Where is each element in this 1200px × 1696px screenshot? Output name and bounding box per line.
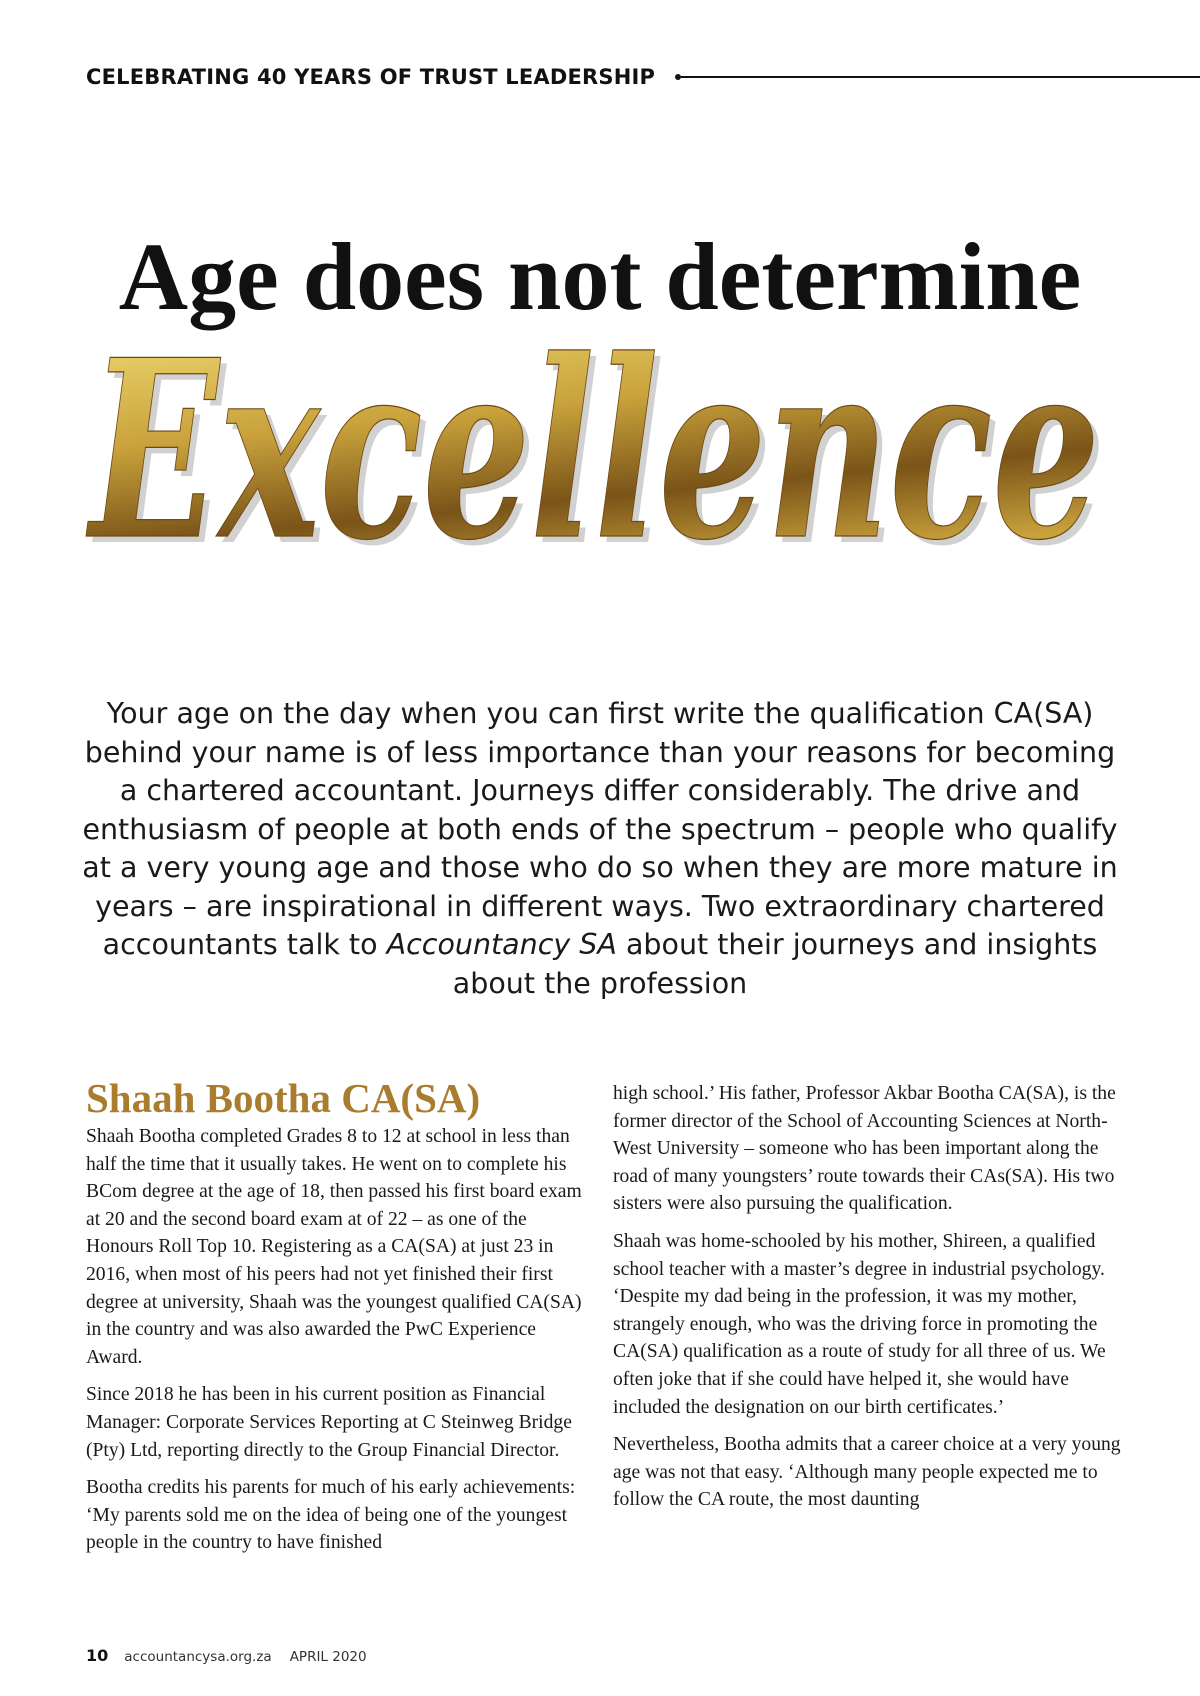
headline-excellence-shadow: Excellence (91, 312, 1106, 600)
article-column-left (86, 1075, 591, 1567)
body-paragraph: Bootha credits his parents for much of his early achievements: ‘My parents sold me on the idea of being one of the youngest people in the country to have finished (86, 1477, 576, 1554)
section-header (86, 62, 1200, 92)
standfirst (80, 695, 1120, 1003)
section-kicker: CELEBRATING 40 YEARS OF TRUST LEADERSHIP (86, 65, 656, 89)
page-footer (86, 1646, 367, 1665)
standfirst-publication-name: Accountancy SA (386, 928, 617, 961)
headline-excellence-script (60, 300, 1140, 630)
article-column-right (613, 1080, 1123, 1524)
body-paragraph: Nevertheless, Bootha admits that a career choice at a very young age was not that easy. ‘Although many people expected me to follow the CA route, the most daunting (613, 1434, 1121, 1511)
body-paragraph: Since 2018 he has been in his current position as Financial Manager: Corporate Services Reporting at C Steinweg Bridge (Pty) Ltd, reporting directly to the Group Financial Director. (86, 1384, 572, 1461)
standfirst-text: Your age on the day when you can first write the qualification CA(SA) behind your name is of less importance than your reasons for becoming a chartered accountant. Journeys differ considerably. The drive and enthusiasm of people at both ends of the spectrum – people who qualify at a very young age and those who do so when they are more mature in years – are inspirational in different ways. Two extraordinary chartered accountants talk to (82, 697, 1118, 961)
footer-website: accountancysa.org.za (124, 1649, 272, 1665)
body-paragraph: Shaah Bootha completed Grades 8 to 12 at school in less than half the time that it usually takes. He went on to complete his BCom degree at the age of 18, then passed his first board exam at 20 and the second board exam at of 22 – as one of the Honours Roll Top 10. Registering as a CA(SA) at just 23 in 2016, when most of his peers had not yet finished their first degree at university, Shaah was the youngest qualified CA(SA) in the country and was also awarded the PwC Experience Award. (86, 1126, 582, 1368)
headline-line-1: Age does not determine (118, 223, 1082, 330)
header-rule-line (681, 76, 1200, 78)
footer-issue-date: APRIL 2020 (289, 1649, 367, 1665)
body-paragraph: Shaah was home-schooled by his mother, Shireen, a qualified school teacher with a master’s degree in industrial psychology. ‘Despite my dad being in the profession, it was my mother, strangely enough, who was the driving force in promoting the CA(SA) qualification as a route of study for all three of us. We often joke that if she could have helped it, she would have included the designation on our birth certificates.’ (613, 1230, 1106, 1418)
standfirst-text-end: about their journeys and insights about the profession (452, 928, 1098, 1000)
profile-name-heading: Shaah Bootha CA(SA) (86, 1075, 481, 1121)
body-paragraph: high school.’ His father, Professor Akbar Bootha CA(SA), is the former director of the School of Accounting Sciences at North-West University – someone who has been important along the road of many youngsters’ route towards their CAs(SA). His two sisters were also pursuing the qualification. (613, 1083, 1116, 1215)
headline-excellence-word: Excellence (85, 306, 1100, 594)
page-number: 10 (86, 1646, 109, 1665)
